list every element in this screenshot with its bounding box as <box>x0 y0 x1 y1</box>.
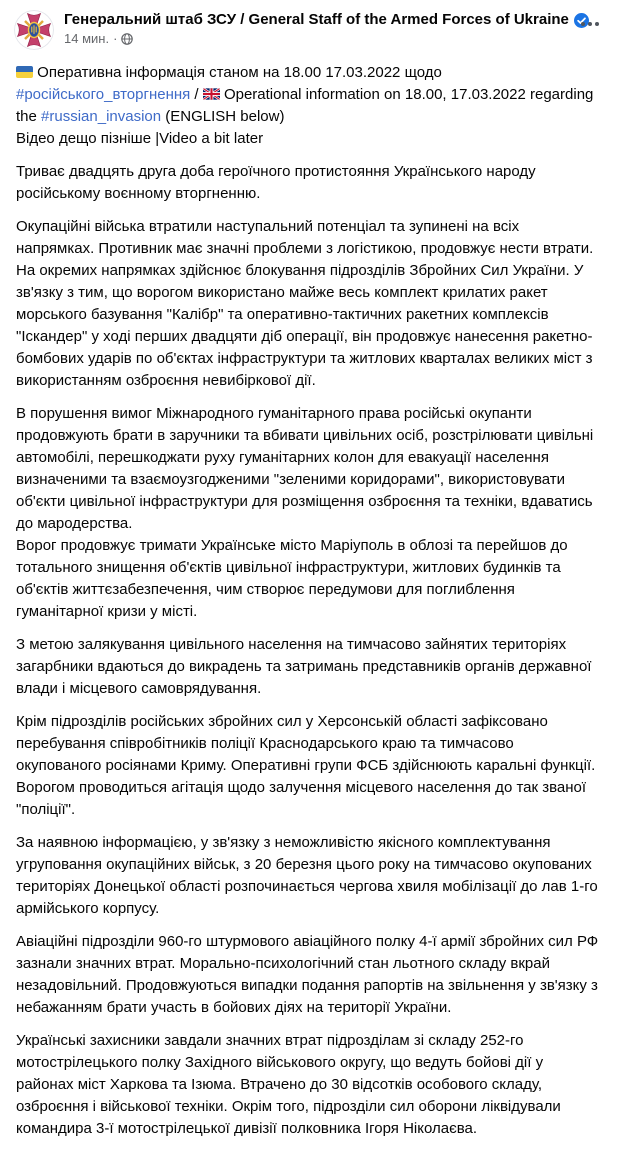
post-paragraph: Українські захисники завдали значних втрат підрозділам зі складу 252-го мотострілецького полку Західного військового округу, що ведуть бойові дії у районах міст Харкова та Ізюма. Втрачено до 30 відсотків особового складу, озброєння і військової техніки. Окрім того, підрозділи сил оборони ліквідували командира 3-ї мотострілецької дивізії полковника Ігоря Ніколаєва. <box>16 1032 561 1137</box>
post-paragraph: Триває двадцять друга доба героїчного протистояння Українського народу російському воєнному вторгненню. <box>16 163 536 202</box>
hashtag-link[interactable]: #russian_invasion <box>41 108 162 125</box>
ellipsis-dot <box>595 22 599 26</box>
post-paragraph: Крім підрозділів російських збройних сил у Херсонській області зафіксовано перебування співробітників поліції Краснодарського краю та тимчасово окупованого росіянами Криму. Оперативні групи ФСБ здійснюють каральні функції. Ворогом проводиться агітація щодо залучення місцевого населення до так званої "поліції". <box>16 713 596 818</box>
post-paragraph: Оперативна інформація станом на 18.00 17.03.2022 щодо #російського_вторгнення / Operational information on 18.00, 17.03.2022 regarding the #russian_invasion (ENGLISH below) Відео дещо пізніше |Video a bit later <box>16 64 594 147</box>
ellipsis-dot <box>581 22 585 26</box>
post-text <box>0 50 617 1155</box>
post-meta <box>64 31 563 46</box>
globe-icon <box>121 33 133 45</box>
header-text <box>64 10 569 46</box>
uk-flag-icon <box>203 88 220 100</box>
ellipsis-dot <box>588 22 592 26</box>
avatar[interactable] <box>14 10 54 50</box>
page-name[interactable]: Генеральний штаб ЗСУ / General Staff of the Armed Forces of Ukraine <box>64 11 569 28</box>
post-paragraph: Окупаційні війська втратили наступальний потенціал та зупинені на всіх напрямках. Противник має значні проблеми з логістикою, продовжує нести втрати. На окремих напрямках здійснює блокування підрозділів Збройних Сил України. У зв'язку з тим, що ворогом використано майже весь комплект крилатих ракет морського базування "Калібр" та оперативно-тактичних ракетних комплексів "Іскандер" у ході перших двадцяти діб операції, він продовжує нанесення ракетно-бомбових ударів по об'єктах інфраструктури та житлових кварталах великих міст з використанням озброєння невибіркової дії. <box>16 218 594 389</box>
post-paragraph: З метою залякування цивільного населення на тимчасово зайнятих територіях загарбники вдаються до викрадень та затримань представників органів державної влади і місцевого самоврядування. <box>16 636 592 697</box>
post-paragraph: За наявною інформацією, у зв'язку з неможливістю якісного комплектування угруповання окупаційних військ, з 20 березня цього року на тимчасово окупованих територіях Донецької області розпочинається чергова хвиля мобілізації до лав 1-го армійського корпусу. <box>16 834 598 917</box>
general-staff-emblem-icon <box>14 10 54 50</box>
ukraine-flag-icon <box>16 66 33 78</box>
timestamp[interactable]: 14 мин. <box>64 31 110 46</box>
post-paragraph: Авіаційні підрозділи 960-го штурмового авіаційного полку 4-ї армії збройних сил РФ зазнали значних втрат. Морально-психологічний стан льотного складу вкрай незадовільний. Продовжуються випадки подання рапортів на звільнення у зв'язку з небажанням брати участь в бойових діях на території України. <box>16 933 599 1016</box>
meta-separator: · <box>113 31 118 46</box>
post-paragraph: В порушення вимог Міжнародного гуманітарного права російські окупанти продовжують брати в заручники та вбивати цивільних осіб, розстрілювати цивільні автомобілі, перешкоджати руху гуманітарних колон для евакуації населення визначеними та взаємоузгодженими "зеленими коридорами", використовувати об'єкти цивільної інфраструктури для розміщення озброєння та техніки, вдаватись до мародерства. Ворог продовжує тримати Українське місто Маріуполь в облозі та перейшов до тотального знищення об'єктів цивільної інфраструктури, житлових будинків та об'єктів життєзабезпечення, чим створює передумови для поглиблення гуманітарної кризи у місті. <box>16 405 594 620</box>
more-options-button[interactable] <box>573 10 601 34</box>
hashtag-link[interactable]: #російського_вторгнення <box>16 86 191 103</box>
post-header <box>0 0 617 50</box>
